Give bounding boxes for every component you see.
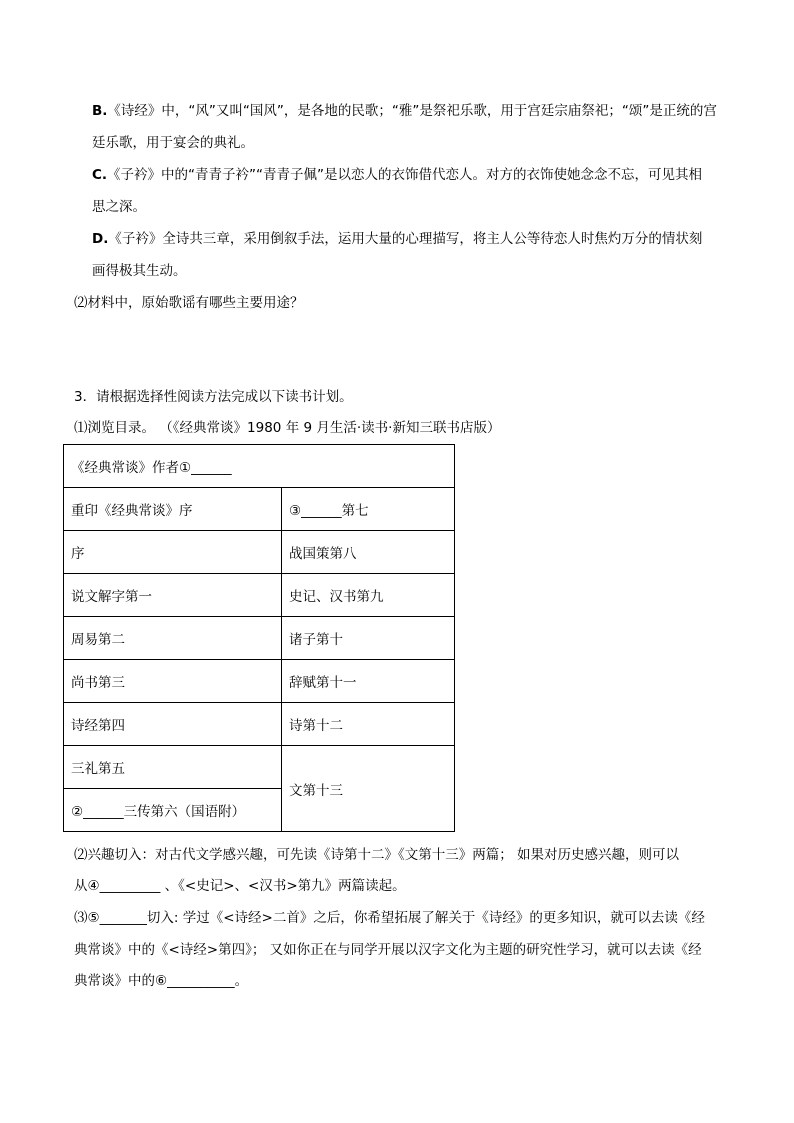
option-c-line1 (92, 165, 702, 185)
question-3-sub-3-line1: ⑶⑤_______切入: 学过《<诗经>二首》之后，你希望拓展了解关于《诗经》的更多知识，就可以去读《经 (74, 910, 705, 926)
toc-left-2: 序 (64, 531, 282, 574)
question-3-sub-1: ⑴浏览目录。 （《经典常谈》1980 年 9 月生活·读书·新知三联书店版） (74, 420, 501, 436)
toc-right-3: 史记、汉书第九 (282, 574, 455, 617)
option-d-line2: 画得极其生动。 (92, 263, 187, 279)
option-c-label: C. (92, 167, 108, 183)
toc-left-3: 说文解字第一 (64, 574, 282, 617)
question-3-title: 3．请根据选择性阅读方法完成以下读书计划。 (74, 389, 353, 405)
toc-table (63, 444, 455, 832)
toc-header: 《经典常谈》作者①______ (64, 445, 455, 488)
option-b-line1 (92, 101, 717, 121)
option-b-text: 《诗经》中，“风”又叫“国风”，是各地的民歌；“雅”是祭祀乐歌，用于宫廷宗庙祭祀；“颂”是正统的宫 (107, 103, 717, 119)
toc-right-5: 辞赋第十一 (282, 660, 455, 703)
toc-left-4: 周易第二 (64, 617, 282, 660)
option-b-label: B. (92, 103, 108, 119)
toc-right-4: 诸子第十 (282, 617, 455, 660)
option-d-label: D. (92, 231, 109, 247)
toc-right-6: 诗第十二 (282, 703, 455, 746)
option-d-text: 《子衿》全诗共三章，采用倒叙手法，运用大量的心理描写，将主人公等待恋人时焦灼万分的情状刻 (108, 231, 703, 247)
toc-left-6: 诗经第四 (64, 703, 282, 746)
option-d-line1 (92, 229, 702, 249)
option-c-line2: 思之深。 (92, 199, 146, 215)
question-3-sub-2-line1: ⑵兴趣切入：对古代文学感兴趣，可先读《诗第十二》《文第十三》两篇； 如果对历史感兴趣，则可以 (74, 847, 680, 863)
toc-left-5: 尚书第三 (64, 660, 282, 703)
option-b-line2: 廷乐歌，用于宴会的典礼。 (92, 135, 254, 151)
question-3-sub-2-line2: 从④_________ 、《<史记>、<汉书>第九》两篇读起。 (74, 878, 406, 894)
toc-left-1: 重印《经典常谈》序 (64, 488, 282, 531)
toc-right-1: ③______第七 (282, 488, 455, 531)
toc-left-8: ②______三传第六（国语附） (64, 789, 282, 832)
option-c-text: 《子衿》中的“青青子衿”“青青子佩”是以恋人的衣饰借代恋人。对方的衣饰使她念念不忘，可见其相 (107, 167, 703, 183)
toc-right-2: 战国策第八 (282, 531, 455, 574)
toc-left-7: 三礼第五 (64, 746, 282, 789)
toc-right-7: 文第十三 (282, 746, 455, 832)
question-2-sub-2: ⑵材料中，原始歌谣有哪些主要用途？ (74, 295, 304, 311)
question-3-sub-3-line3: 典常谈》中的⑥__________。 (74, 973, 249, 989)
question-3-sub-3-line2: 典常谈》中的《<诗经>第四》； 又如你正在与同学开展以汉字文化为主题的研究性学习，就可以去读《经 (74, 942, 702, 958)
